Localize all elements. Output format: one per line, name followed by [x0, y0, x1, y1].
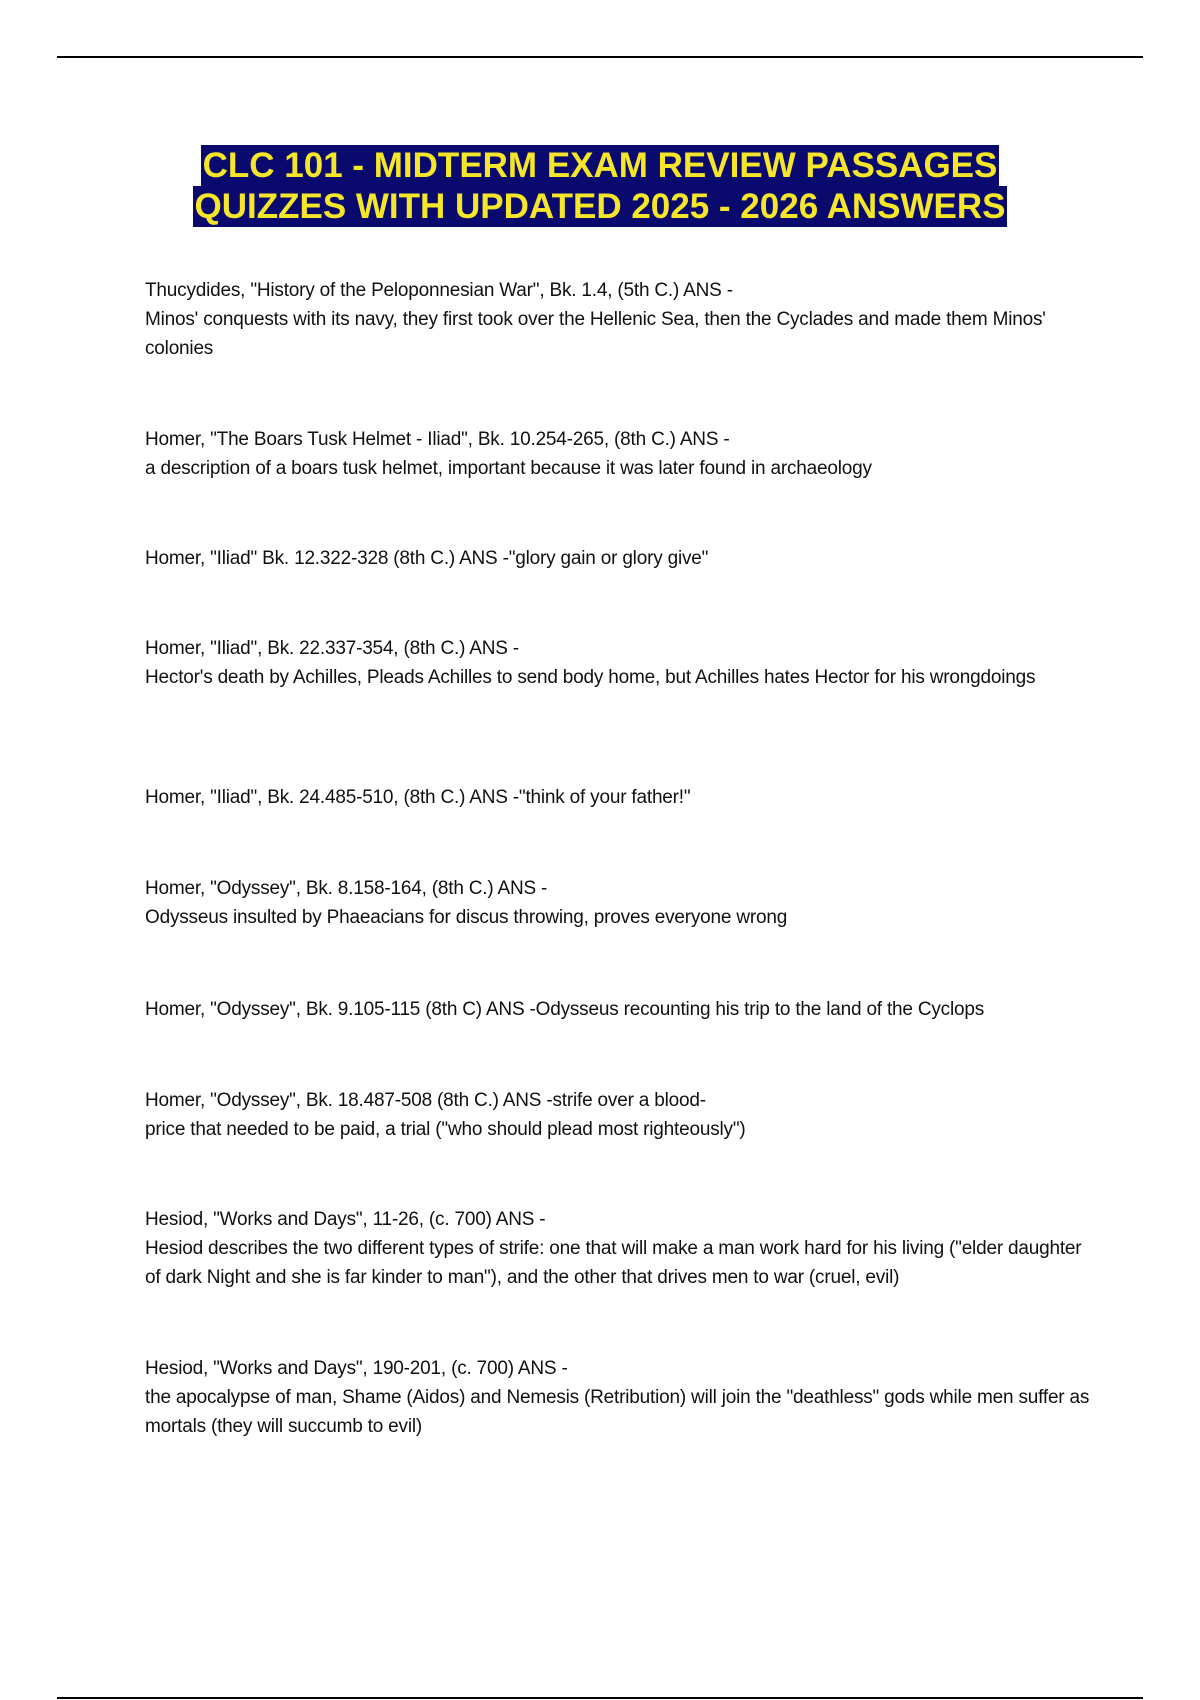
qa-entry	[145, 995, 984, 1024]
answer-text: Hesiod describes the two different types of strife: one that will make a man work hard for his living ("elder daughter of dark Night and she is far kinder to man"), and the other that drives men to war (cruel, evil)	[145, 1238, 1082, 1288]
question-text: Homer, "Iliad", Bk. 24.485-510, (8th C.) ANS -"think of your father!"	[145, 787, 691, 808]
qa-entry	[145, 544, 708, 573]
qa-entry	[145, 276, 1090, 363]
question-text: Hesiod, "Works and Days", 11-26, (c. 700) ANS -	[145, 1209, 546, 1230]
answer-text: a description of a boars tusk helmet, important because it was later found in archaeology	[145, 458, 872, 479]
document-title	[0, 145, 1200, 227]
answer-text: price that needed to be paid, a trial ("who should plead most righteously")	[145, 1119, 746, 1140]
question-text: Homer, "The Boars Tusk Helmet - Iliad", Bk. 10.254-265, (8th C.) ANS -	[145, 429, 730, 450]
question-text: Homer, "Odyssey", Bk. 18.487-508 (8th C.) ANS -strife over a blood-	[145, 1090, 706, 1111]
answer-text: the apocalypse of man, Shame (Aidos) and Nemesis (Retribution) will join the "deathless" gods while men suffer as mortals (they will succumb to evil)	[145, 1387, 1090, 1437]
answer-text: Minos' conquests with its navy, they first took over the Hellenic Sea, then the Cyclades and made them Minos' colonies	[145, 309, 1046, 359]
question-text: Homer, "Odyssey", Bk. 8.158-164, (8th C.) ANS -	[145, 878, 548, 899]
question-text: Homer, "Odyssey", Bk. 9.105-115 (8th C) ANS -Odysseus recounting his trip to the land of the Cyclops	[145, 999, 985, 1020]
top-rule	[57, 56, 1143, 58]
answer-text: Odysseus insulted by Phaeacians for discus throwing, proves everyone wrong	[145, 907, 788, 928]
question-text: Homer, "Iliad", Bk. 22.337-354, (8th C.) ANS -	[145, 638, 519, 659]
qa-entry	[145, 425, 872, 483]
title-line-1: CLC 101 - MIDTERM EXAM REVIEW PASSAGES	[202, 146, 998, 185]
answer-text: Hector's death by Achilles, Pleads Achilles to send body home, but Achilles hates Hector for his wrongdoings	[145, 667, 1036, 688]
qa-entry	[145, 1354, 1090, 1441]
qa-entry	[145, 874, 787, 932]
qa-entry	[145, 1205, 1090, 1292]
question-text: Hesiod, "Works and Days", 190-201, (c. 700) ANS -	[145, 1358, 568, 1379]
qa-entry	[145, 634, 1035, 692]
qa-entry	[145, 1086, 746, 1144]
title-line-2: QUIZZES WITH UPDATED 2025 - 2026 ANSWERS	[194, 187, 1006, 226]
bottom-rule	[57, 1697, 1143, 1699]
qa-entry	[145, 783, 690, 812]
question-text: Homer, "Iliad" Bk. 12.322-328 (8th C.) ANS -"glory gain or glory give"	[145, 548, 709, 569]
question-text: Thucydides, "History of the Peloponnesian War", Bk. 1.4, (5th C.) ANS -	[145, 280, 733, 301]
